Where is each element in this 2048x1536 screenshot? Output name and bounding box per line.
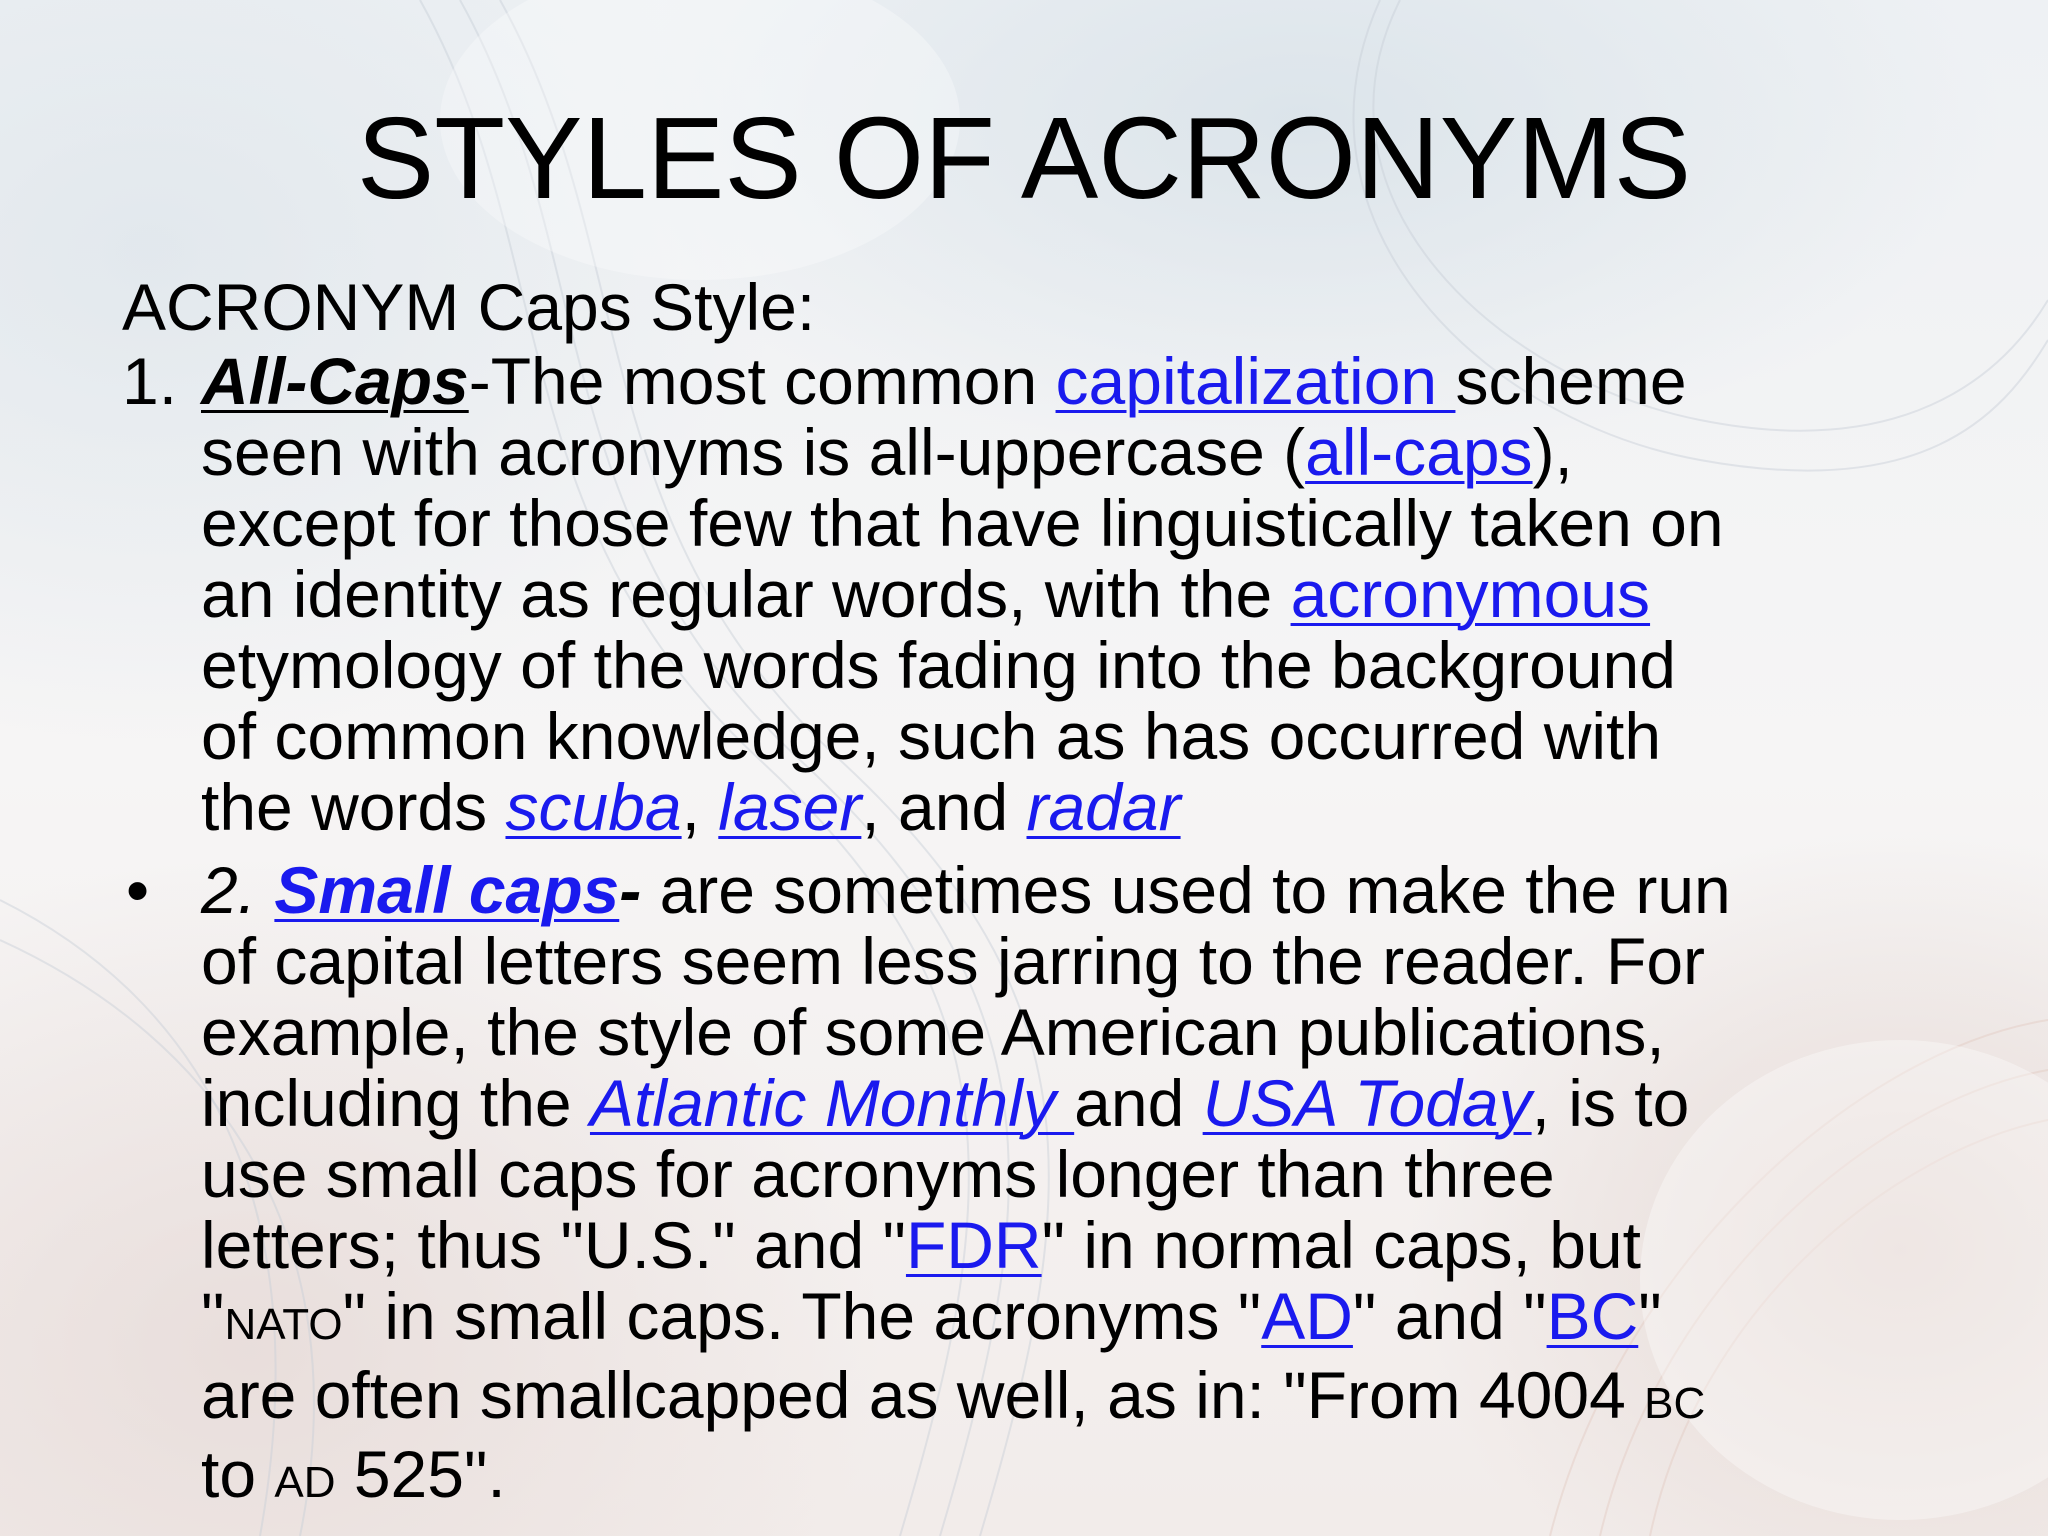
bullet-icon: • [126, 853, 150, 927]
link-scuba[interactable]: scuba [505, 770, 682, 844]
link-acronymous[interactable]: acronymous [1290, 557, 1651, 631]
text-fragment: ), [1532, 415, 1573, 489]
term-all-caps: All-Caps [201, 344, 469, 418]
list-item-all-caps [122, 346, 1952, 843]
small-caps-bc: BC [1644, 1379, 1706, 1428]
text-line: of capital letters seem less jarring to the reader. For [201, 924, 1706, 998]
slide-title: STYLES OF ACRONYMS [356, 93, 1692, 223]
text-fragment: , and [861, 770, 1027, 844]
text-fragment: to [201, 1437, 275, 1511]
text-line: etymology of the words fading into the background [201, 628, 1676, 702]
text-fragment: " in normal caps, but [1041, 1208, 1641, 1282]
text-fragment: seen with acronyms is all-uppercase ( [201, 415, 1306, 489]
text-fragment: including the [201, 1066, 590, 1140]
link-atlantic-monthly[interactable]: Atlantic Monthly [589, 1066, 1075, 1140]
list-number: 1. [122, 344, 178, 418]
text-fragment: " and " [1352, 1279, 1547, 1353]
text-line [201, 772, 1952, 843]
text-line [201, 1360, 1952, 1439]
subheading: ACRONYM Caps Style: [122, 270, 816, 344]
link-radar[interactable]: radar [1026, 770, 1181, 844]
slide-content [122, 272, 1952, 1518]
text-line [201, 1439, 1952, 1518]
list-number: 2. [201, 853, 275, 927]
text-line: except for those few that have linguistically taken on [201, 486, 1724, 560]
text-line [201, 1210, 1952, 1281]
text-line [201, 559, 1952, 630]
text-fragment: letters; thus "U.S." and " [201, 1208, 906, 1282]
text-line [201, 1068, 1952, 1139]
text-fragment: , is to [1531, 1066, 1690, 1140]
text-line [201, 855, 1952, 926]
text-fragment: the words [201, 770, 506, 844]
link-laser[interactable]: laser [718, 770, 862, 844]
link-small-caps[interactable]: Small caps [274, 853, 620, 927]
text-fragment: and [1074, 1066, 1203, 1140]
text-line [201, 417, 1952, 488]
link-bc[interactable]: BC [1546, 1279, 1639, 1353]
text-line: of common knowledge, such as has occurred with [201, 699, 1662, 773]
text-line [201, 1281, 1952, 1360]
text-fragment: , [681, 770, 719, 844]
list-item-small-caps [122, 855, 1952, 1518]
text-fragment: are sometimes used to make the run [641, 853, 1731, 927]
text-fragment: " [1638, 1279, 1662, 1353]
text-line: example, the style of some American publications, [201, 995, 1665, 1069]
text-fragment: 525". [335, 1437, 506, 1511]
text-line [201, 346, 1952, 417]
text-fragment: are often smallcapped as well, as in: "From 4004 [201, 1358, 1645, 1432]
text-fragment: scheme [1455, 344, 1687, 418]
small-caps-nato: NATO [224, 1300, 343, 1349]
small-caps-ad: AD [274, 1458, 336, 1507]
text-fragment: an identity as regular words, with the [201, 557, 1291, 631]
link-fdr[interactable]: FDR [905, 1208, 1042, 1282]
link-ad[interactable]: AD [1261, 1279, 1353, 1353]
text-fragment: -The most common [468, 344, 1056, 418]
term-dash: - [619, 853, 642, 927]
link-capitalization[interactable]: capitalization [1055, 344, 1456, 418]
link-usa-today[interactable]: USA Today [1202, 1066, 1532, 1140]
text-line: use small caps for acronyms longer than three [201, 1137, 1555, 1211]
text-fragment: " in small caps. The acronyms " [342, 1279, 1262, 1353]
text-fragment: " [201, 1279, 225, 1353]
link-all-caps[interactable]: all-caps [1305, 415, 1533, 489]
